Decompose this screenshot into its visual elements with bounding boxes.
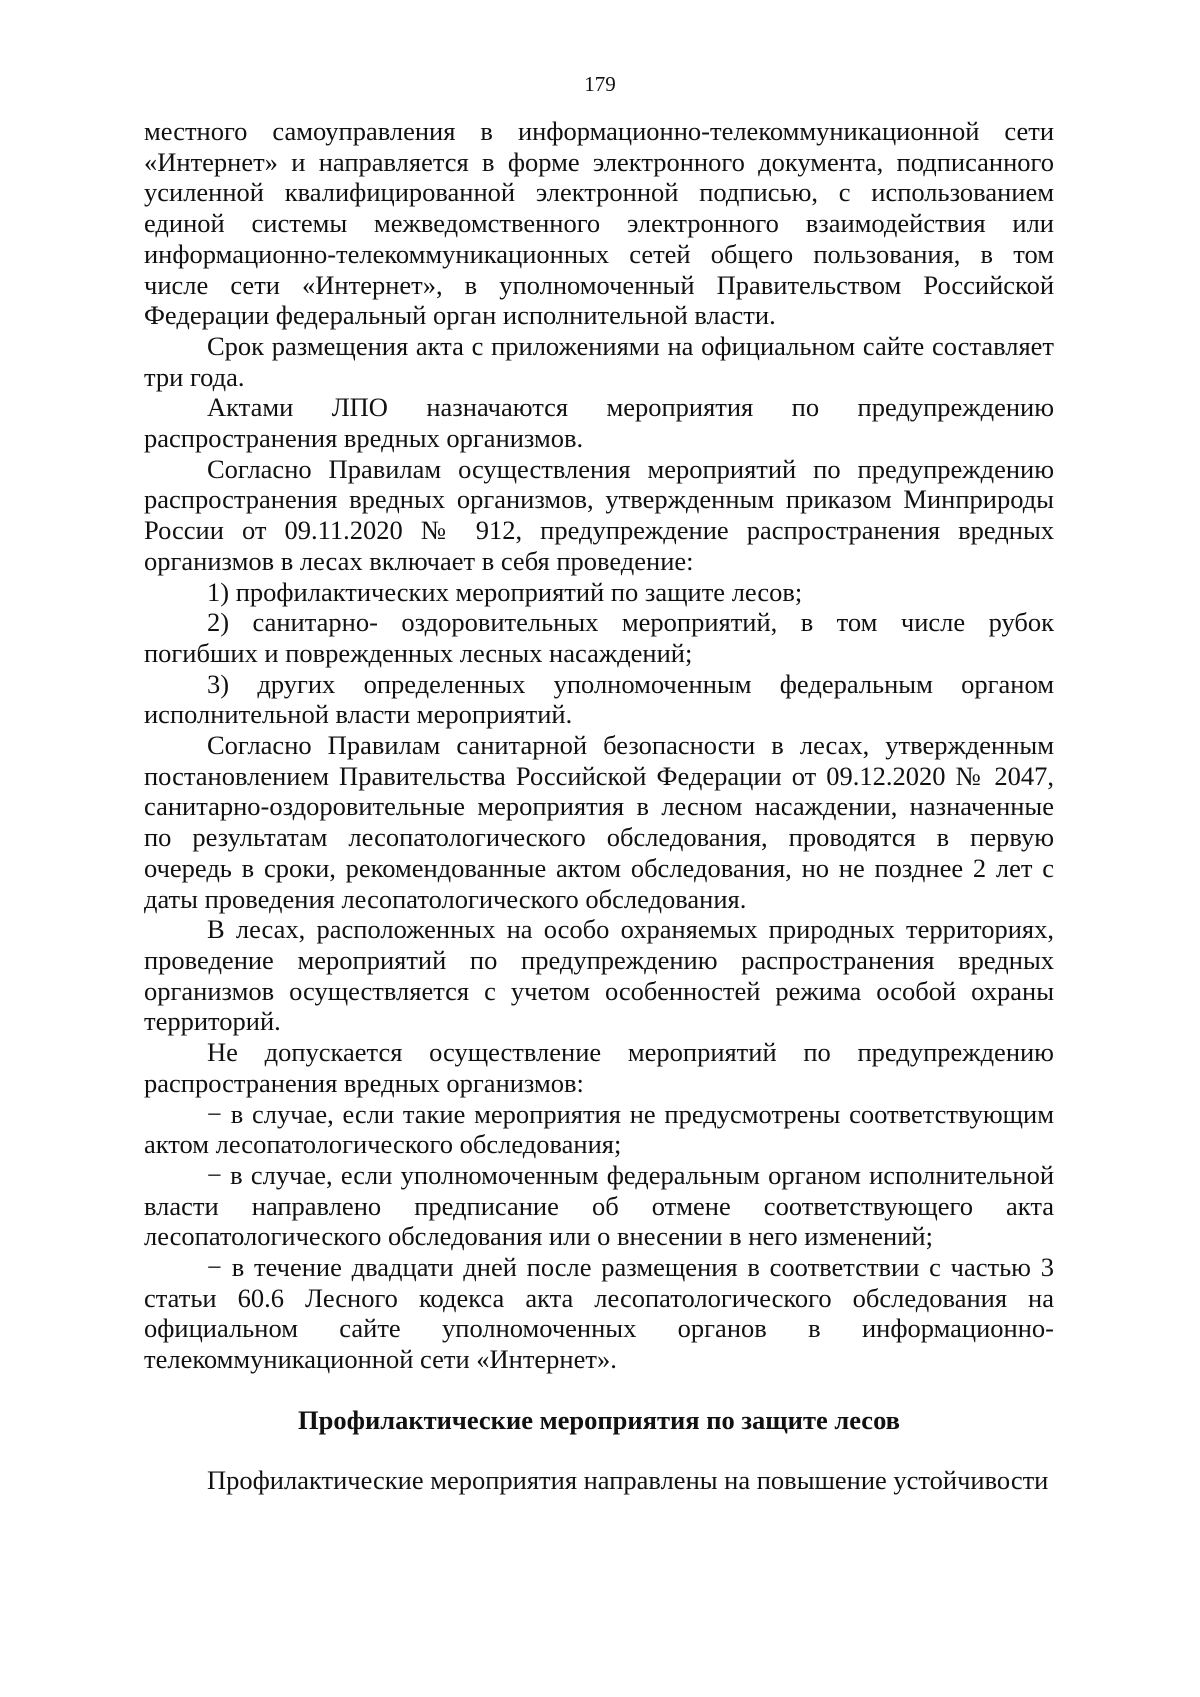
paragraph-continuation: местного самоуправления в информационно-телекоммуникационной сети «Интернет» и направляется в форме электронного документа, подписанного усиленной квалифицированной электронной подписью, с использованием единой системы межведомственного электронного взаимодействия или информационно-телекоммуникационных сетей общего пользования, в том числе сети «Интернет», в уполномоченный Правительством Российской Федерации федеральный орган исполнительной власти.	[144, 116, 1054, 331]
paragraph: В лесах, расположенных на особо охраняемых природных территориях, проведение мероприятий по предупреждению распространения вредных организмов осуществляется с учетом особенностей режима особой охраны территорий.	[144, 914, 1054, 1037]
paragraph: Актами ЛПО назначаются мероприятия по предупреждению распространения вредных организмов.	[144, 392, 1054, 454]
numbered-list-item: 3) других определенных уполномоченным федеральным органом исполнительной власти мероприятий.	[144, 668, 1054, 730]
paragraph: Не допускается осуществление мероприятий по предупреждению распространения вредных организмов:	[144, 1037, 1054, 1098]
page-number: 179	[584, 72, 616, 96]
dash-list-item: − в течение двадцати дней после размещения в соответствии с частью 3 статьи 60.6 Лесного кодекса акта лесопатологического обследования на официальном сайте уполномоченных органов в информационно-телекоммуникационной сети «Интернет».	[144, 1252, 1054, 1375]
document-body	[144, 116, 1054, 1495]
dash-list-item: − в случае, если такие мероприятия не предусмотрены соответствующим актом лесопатологического обследования;	[144, 1098, 1054, 1160]
section-heading: Профилактические мероприятия по защите лесов	[298, 1404, 900, 1435]
paragraph: Профилактические мероприятия направлены на повышение устойчивости	[207, 1464, 1049, 1495]
paragraph: Согласно Правилам санитарной безопасности в лесах, утвержденным постановлением Правительства Российской Федерации от 09.12.2020 № 2047, санитарно-оздоровительные мероприятия в лесном насаждении, назначенные по результатам лесопатологического обследования, проводятся в первую очередь в сроки, рекомендованные актом обследования, но не позднее 2 лет с даты проведения лесопатологического обследования.	[144, 730, 1054, 914]
paragraph: Согласно Правилам осуществления мероприятий по предупреждению распространения вредных организмов, утвержденным приказом Минприроды России от 09.11.2020 № 912, предупреждение распространения вредных организмов в лесах включает в себя проведение:	[144, 453, 1054, 576]
paragraph: Срок размещения акта с приложениями на официальном сайте составляет три года.	[144, 330, 1054, 392]
dash-list-item: − в случае, если уполномоченным федеральным органом исполнительной власти направлено предписание об отмене соответствующего акта лесопатологического обследования или о внесении в него изменений;	[144, 1159, 1054, 1252]
numbered-list-item: 1) профилактических мероприятий по защите лесов;	[207, 576, 803, 607]
numbered-list-item: 2) санитарно- оздоровительных мероприятий, в том числе рубок погибших и поврежденных лесных насаждений;	[144, 607, 1054, 668]
